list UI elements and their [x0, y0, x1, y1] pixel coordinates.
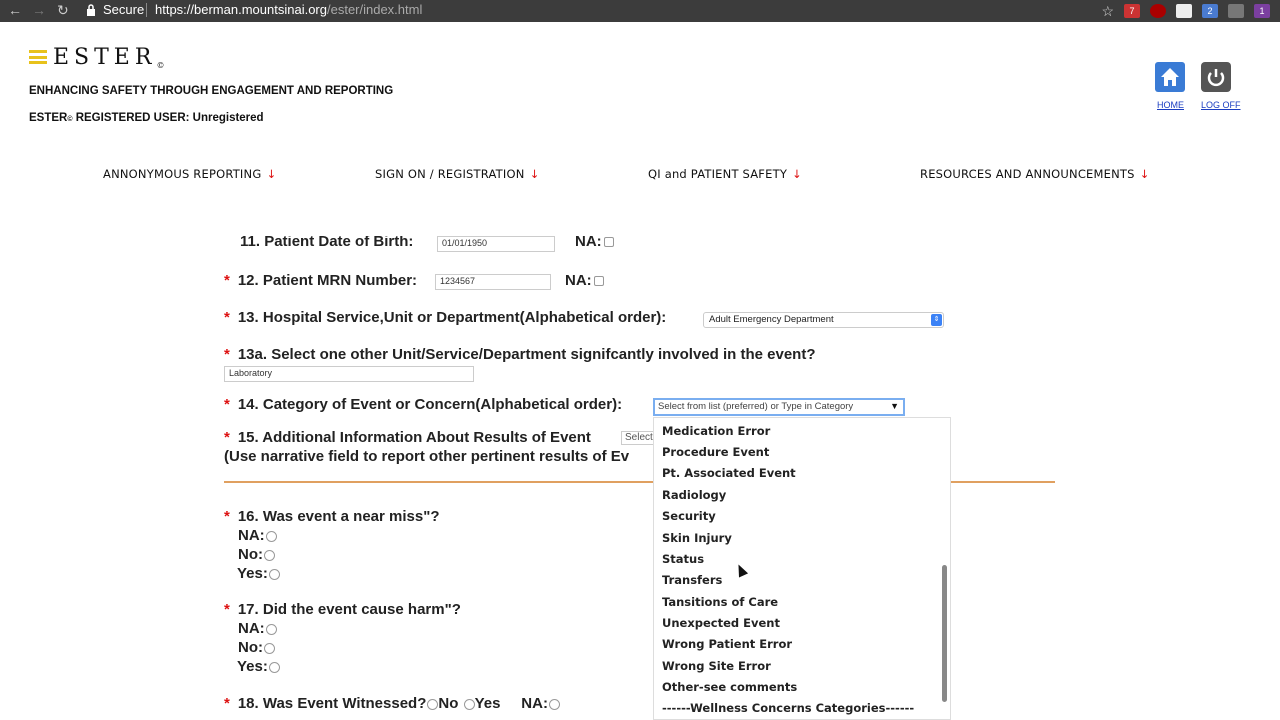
required-mark: *: [224, 601, 230, 618]
q17-option-yes: [237, 658, 280, 675]
q11-text: 11. Patient Date of Birth:: [240, 236, 414, 250]
harm-yes-radio[interactable]: [269, 662, 280, 673]
power-icon[interactable]: [1201, 62, 1231, 92]
q11-label: [240, 236, 413, 250]
witnessed-na-radio[interactable]: [549, 699, 560, 710]
form-scroll-area: [0, 236, 1280, 720]
dropdown-option[interactable]: Wrong Site Error: [662, 659, 771, 673]
required-mark: *: [224, 695, 230, 712]
logo-mark: ©: [156, 60, 165, 70]
nav-label: QI and PATIENT SAFETY: [648, 167, 788, 181]
q15-line2: (Use narrative field to report other pertinent results of Ev: [224, 448, 630, 465]
witnessed-yes-radio[interactable]: [464, 699, 475, 710]
registered-user-status: [29, 112, 264, 124]
logo-word: ESTER: [53, 44, 157, 70]
q11-na: [575, 236, 614, 250]
dropdown-option[interactable]: Other-see comments: [662, 680, 798, 694]
logo-text: [53, 45, 164, 70]
extension-badge: 2: [1207, 6, 1213, 16]
address-bar[interactable]: [155, 0, 422, 20]
q13-text: 13. Hospital Service,Unit or Department(Alphabetical order):: [237, 309, 667, 326]
browser-toolbar: [0, 0, 1280, 22]
back-icon[interactable]: ←: [8, 2, 22, 18]
q16-option-yes: [237, 565, 280, 582]
option-label: NA:: [238, 527, 265, 544]
dropdown-option[interactable]: Security: [662, 509, 716, 523]
forward-icon[interactable]: →: [32, 2, 46, 18]
down-arrow-icon: ↓: [1139, 167, 1150, 181]
extension-icon[interactable]: [1124, 4, 1140, 18]
extension-badge: 1: [1259, 6, 1265, 16]
nav-label: RESOURCES AND ANNOUNCEMENTS: [920, 167, 1135, 181]
dropdown-option[interactable]: Unexpected Event: [662, 616, 780, 630]
q14-label: [224, 396, 622, 413]
down-arrow-icon: ↓: [529, 167, 540, 181]
q16-option-na: [238, 527, 277, 544]
extension-icon[interactable]: [1228, 4, 1244, 18]
dropdown-arrow-icon: ▼: [890, 401, 899, 411]
select-arrows-icon: ⇕: [931, 314, 942, 326]
event-category-combobox[interactable]: [653, 398, 905, 416]
q14-text: 14. Category of Event or Concern(Alphabetical order):: [237, 396, 623, 413]
other-unit-input[interactable]: Laboratory: [224, 366, 474, 382]
option-label: No: [438, 695, 459, 712]
q16-text: 16. Was event a near miss"?: [237, 508, 440, 525]
q17-option-no: [238, 639, 275, 656]
dropdown-option[interactable]: Radiology: [662, 488, 727, 502]
option-label: Yes:: [237, 658, 268, 675]
q17-option-na: [238, 620, 277, 637]
required-mark: *: [224, 346, 230, 363]
dropdown-option[interactable]: Pt. Associated Event: [662, 466, 796, 480]
dob-na-checkbox[interactable]: [604, 237, 614, 247]
q16-label: [224, 508, 440, 525]
dropdown-option[interactable]: Medication Error: [662, 424, 771, 438]
nav-sign-on-registration[interactable]: [375, 167, 539, 181]
url-base: https://berman.mountsinai.org: [155, 2, 327, 17]
nav-resources-announcements[interactable]: [920, 167, 1149, 181]
registered-user-prefix: ESTER: [29, 112, 68, 124]
reload-icon[interactable]: ↻: [57, 2, 69, 18]
harm-na-radio[interactable]: [266, 624, 277, 635]
nav-label: ANNONYMOUS REPORTING: [103, 167, 262, 181]
required-mark: *: [224, 396, 230, 413]
q11-na-label: NA:: [575, 236, 602, 250]
extension-icon[interactable]: [1202, 4, 1218, 18]
logo[interactable]: [29, 44, 164, 70]
q12-label: [224, 272, 417, 289]
event-category-placeholder: Select from list (preferred) or Type in Category: [658, 401, 854, 412]
witnessed-no-radio[interactable]: [427, 699, 438, 710]
home-link[interactable]: HOME: [1157, 100, 1184, 110]
mrn-na-checkbox[interactable]: [594, 276, 604, 286]
nav-label: SIGN ON / REGISTRATION: [375, 167, 525, 181]
bookmark-star-icon[interactable]: ☆: [1101, 2, 1114, 19]
near-miss-yes-radio[interactable]: [269, 569, 280, 580]
q12-na-label: NA:: [565, 272, 592, 289]
registered-user-text: REGISTERED USER: Unregistered: [72, 112, 264, 124]
dropdown-option[interactable]: Procedure Event: [662, 445, 770, 459]
q17-label: [224, 601, 461, 618]
q13a-label: [224, 346, 816, 363]
q15-label: [224, 429, 591, 446]
mrn-input[interactable]: 1234567: [435, 274, 551, 290]
option-label: No:: [238, 639, 263, 656]
extension-icon[interactable]: [1176, 4, 1192, 18]
q18-text: 18. Was Event Witnessed?: [237, 695, 427, 712]
dropdown-option[interactable]: Skin Injury: [662, 531, 732, 545]
logoff-link[interactable]: LOG OFF: [1201, 100, 1241, 110]
extension-icon[interactable]: [1254, 4, 1270, 18]
near-miss-na-radio[interactable]: [266, 531, 277, 542]
required-mark: *: [224, 272, 230, 289]
dropdown-option[interactable]: Tansitions of Care: [662, 595, 779, 609]
ublock-icon[interactable]: [1150, 4, 1166, 18]
dropdown-option[interactable]: Wrong Patient Error: [662, 637, 793, 651]
q12-na: [565, 272, 604, 289]
required-mark: *: [224, 429, 230, 446]
dropdown-option[interactable]: ------Wellness Concerns Categories------: [662, 701, 915, 715]
dropdown-option[interactable]: Transfers: [662, 573, 723, 587]
q13a-text: 13a. Select one other Unit/Service/Department signifcantly involved in the event?: [237, 346, 816, 363]
hospital-service-value: Adult Emergency Department: [709, 314, 834, 325]
q15-text: 15. Additional Information About Results of Event: [237, 429, 591, 446]
option-label: NA:: [238, 620, 265, 637]
url-separator: [146, 3, 147, 17]
extension-badge: 7: [1129, 6, 1135, 16]
q12-text: 12. Patient MRN Number:: [237, 272, 418, 289]
lock-icon: [86, 4, 96, 16]
required-mark: *: [224, 309, 230, 326]
down-arrow-icon: ↓: [266, 167, 277, 181]
q18-label: [224, 695, 560, 712]
near-miss-no-radio[interactable]: [264, 550, 275, 561]
nav-qi-patient-safety[interactable]: [648, 167, 802, 181]
home-icon[interactable]: [1155, 62, 1185, 92]
url-path: /ester/index.html: [326, 2, 423, 17]
dob-input[interactable]: 01/01/1950: [437, 236, 555, 252]
option-label: No:: [238, 546, 263, 563]
event-category-dropdown-list[interactable]: [653, 417, 951, 720]
hospital-service-select[interactable]: [703, 312, 944, 328]
dropdown-scrollbar[interactable]: [942, 565, 947, 702]
q16-option-no: [238, 546, 275, 563]
q17-text: 17. Did the event cause harm"?: [237, 601, 461, 618]
option-label: NA:: [521, 695, 548, 712]
nav-anonymous-reporting[interactable]: [103, 167, 276, 181]
option-label: Yes:: [237, 565, 268, 582]
dropdown-option[interactable]: Status: [662, 552, 705, 566]
down-arrow-icon: ↓: [792, 167, 802, 181]
required-mark: *: [224, 508, 230, 525]
additional-info-select[interactable]: Select: [621, 431, 655, 445]
q13-label: [224, 309, 666, 326]
extension-bar: [1101, 0, 1270, 22]
option-label: Yes: [474, 695, 501, 712]
secure-label: Secure: [103, 2, 145, 17]
menu-icon[interactable]: [29, 50, 47, 64]
harm-no-radio[interactable]: [264, 643, 275, 654]
registered-user-mark: ©: [67, 116, 73, 123]
tagline: ENHANCING SAFETY THROUGH ENGAGEMENT AND REPORTING: [29, 85, 394, 97]
